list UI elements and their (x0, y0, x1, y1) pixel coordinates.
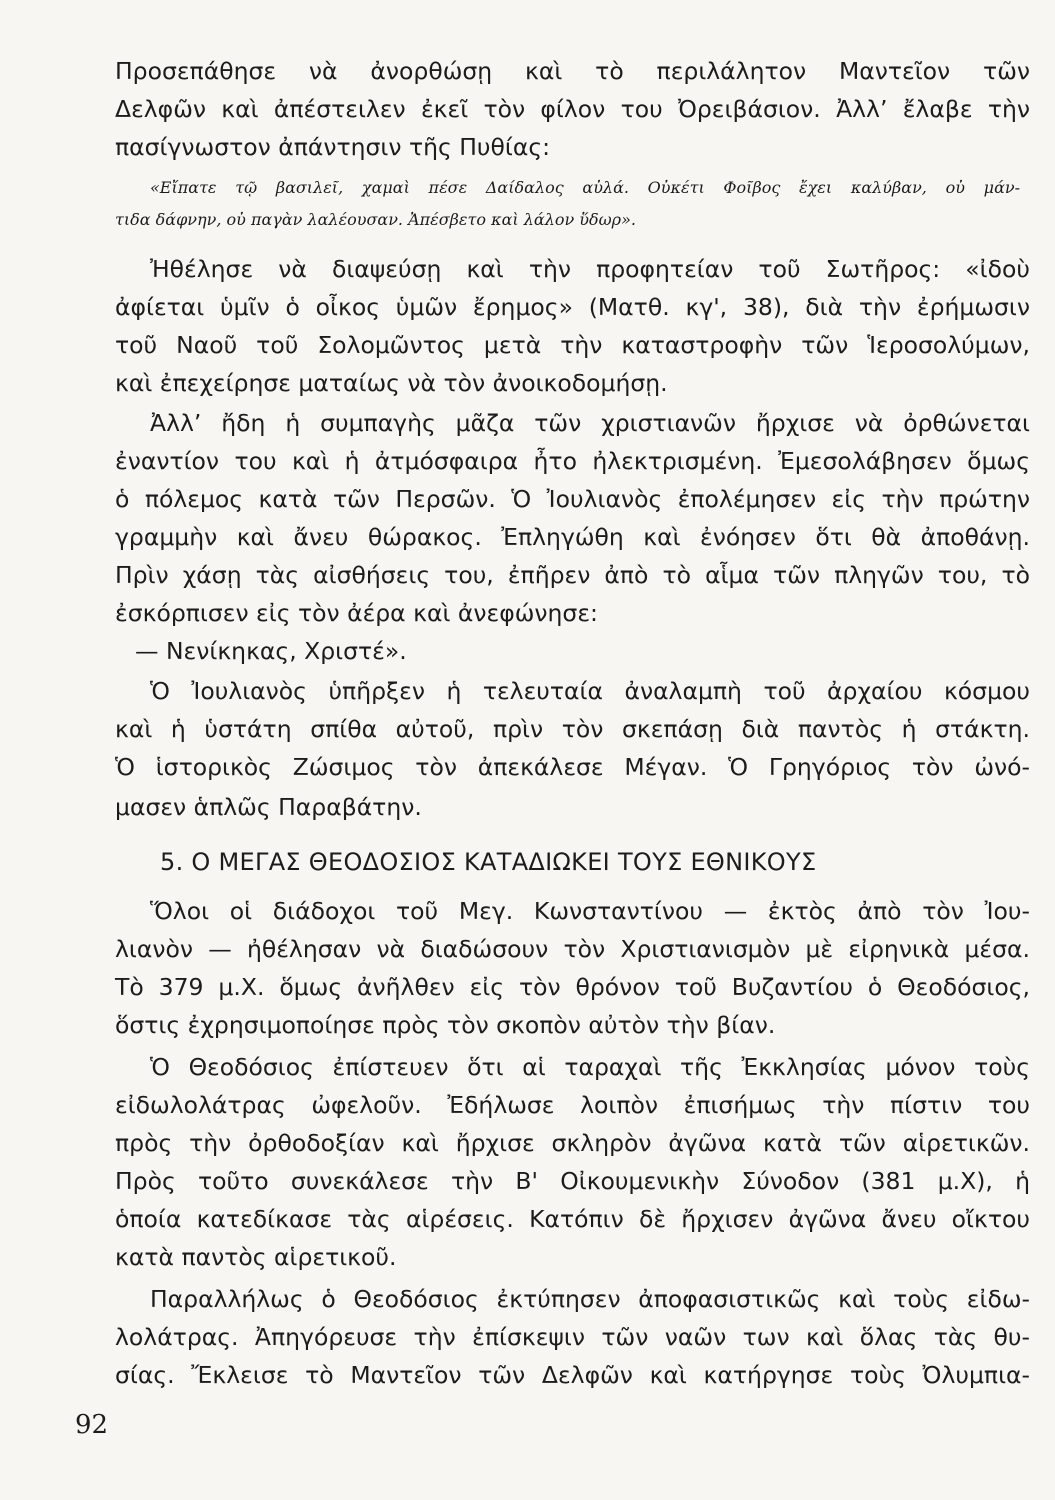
oracle-quote-line: «Εἴπατε τῷ βασιλεῖ, χαμαὶ πέσε Δαίδαλος αὐλά. Οὐκέτι Φοῖβος ἔχει καλύβαν, οὐ μάν- (150, 178, 1020, 197)
paragraph-line: ὁποία κατεδίκασε τὰς αἱρέσεις. Κατόπιν δὲ ἤρχισεν ἀγῶνα ἄνευ οἴκτου (115, 1205, 1030, 1233)
paragraph-line: Ὁ ἱστορικὸς Ζώσιμος τὸν ἀπεκάλεσε Μέγαν. Ὁ Γρηγόριος τὸν ὠνό- (115, 753, 1030, 781)
paragraph-line: καὶ ἐπεχείρησε ματαίως νὰ τὸν ἀνοικοδομήσῃ. (115, 369, 668, 397)
paragraph-line: Τὸ 379 μ.Χ. ὅμως ἀνῆλθεν εἰς τὸν θρόνον τοῦ Βυζαντίου ὁ Θεοδόσιος, (115, 973, 1030, 1001)
paragraph-line: Ὁ Θεοδόσιος ἐπίστευεν ὅτι αἱ ταραχαὶ τῆς Ἐκκλησίας μόνον τοὺς (150, 1053, 1030, 1081)
paragraph-line: ὁ πόλεμος κατὰ τῶν Περσῶν. Ὁ Ἰουλιανὸς ἐπολέμησεν εἰς τὴν πρώτην (115, 485, 1030, 513)
paragraph-line: Ἠθέλησε νὰ διαψεύσῃ καὶ τὴν προφητείαν τοῦ Σωτῆρος: «ἰδοὺ (150, 255, 1030, 283)
text-line: Δελφῶν καὶ ἀπέστειλεν ἐκεῖ τὸν φίλον του Ὀρειβάσιον. Ἀλλ’ ἔλαβε τὴν (115, 95, 1030, 123)
paragraph-line: λολάτρας. Ἀπηγόρευσε τὴν ἐπίσκεψιν τῶν ναῶν των καὶ ὅλας τὰς θυ- (115, 1323, 1030, 1351)
paragraph-line: ὅστις ἐχρησιμοποίησε πρὸς τὸν σκοπὸν αὐτὸν τὴν βίαν. (115, 1011, 776, 1039)
paragraph-line: Πρὸς τοῦτο συνεκάλεσε τὴν Β' Οἰκουμενικὴν Σύνοδον (381 μ.Χ), ἡ (115, 1167, 1030, 1195)
paragraph-line: καὶ ἡ ὑστάτη σπίθα αὐτοῦ, πρὶν τὸν σκεπάσῃ διὰ παντὸς ἡ στάκτη. (115, 715, 1030, 743)
paragraph-line: ἀφίεται ὑμῖν ὁ οἶκος ὑμῶν ἔρημος» (Ματθ. κγ', 38), διὰ τὴν ἐρήμωσιν (115, 293, 1030, 321)
oracle-quote-line: τιδα δάφνην, οὐ παγὰν λαλέουσαν. Ἀπέσβετο καὶ λάλον ὕδωρ». (115, 210, 636, 229)
section-heading: 5. Ο ΜΕΓΑΣ ΘΕΟΔΟΣΙΟΣ ΚΑΤΑΔΙΩΚΕΙ ΤΟΥΣ ΕΘΝΙΚΟΥΣ (160, 848, 817, 876)
paragraph-line: Ἀλλ’ ἤδη ἡ συμπαγὴς μᾶζα τῶν χριστιανῶν ἤρχισε νὰ ὀρθώνεται (150, 409, 1030, 437)
paragraph-line: εἰδωλολάτρας ὠφελοῦν. Ἐδήλωσε λοιπὸν ἐπισήμως τὴν πίστιν του (115, 1091, 1030, 1119)
paragraph-line: πρὸς τὴν ὀρθοδοξίαν καὶ ἤρχισε σκληρὸν ἀγῶνα κατὰ τῶν αἱρετικῶν. (115, 1129, 1030, 1157)
paragraph-line: μασεν ἁπλῶς Παραβάτην. (115, 793, 422, 821)
paragraph-line: ἐναντίον του καὶ ἡ ἀτμόσφαιρα ἦτο ἠλεκτρισμένη. Ἐμεσολάβησεν ὅμως (115, 447, 1030, 475)
paragraph-line: Ὁ Ἰουλιανὸς ὑπῆρξεν ἡ τελευταία ἀναλαμπὴ τοῦ ἀρχαίου κόσμου (150, 677, 1030, 705)
paragraph-line: κατὰ παντὸς αἱρετικοῦ. (115, 1243, 397, 1271)
page-number: 92 (75, 1410, 109, 1440)
paragraph-line: Παραλλήλως ὁ Θεοδόσιος ἐκτύπησεν ἀποφασιστικῶς καὶ τοὺς εἰδω- (150, 1285, 1030, 1313)
paragraph-line: Ὅλοι οἱ διάδοχοι τοῦ Μεγ. Κωνσταντίνου — ἐκτὸς ἀπὸ τὸν Ἰου- (150, 897, 1030, 925)
paragraph-line: Πρὶν χάσῃ τὰς αἰσθήσεις του, ἐπῆρεν ἀπὸ τὸ αἷμα τῶν πληγῶν του, τὸ (115, 561, 1030, 589)
text-line: πασίγνωστον ἀπάντησιν τῆς Πυθίας: (115, 133, 551, 161)
paragraph-line: γραμμὴν καὶ ἄνευ θώρακος. Ἐπληγώθη καὶ ἐνόησεν ὅτι θὰ ἀποθάνῃ. (115, 523, 1030, 551)
paragraph-line: σίας. Ἔκλεισε τὸ Μαντεῖον τῶν Δελφῶν καὶ κατήργησε τοὺς Ὀλυμπια- (115, 1361, 1030, 1389)
paragraph-line: λιανὸν — ἠθέλησαν νὰ διαδώσουν τὸν Χριστιανισμὸν μὲ εἰρηνικὰ μέσα. (115, 935, 1030, 963)
paragraph-line: ἐσκόρπισεν εἰς τὸν ἀέρα καὶ ἀνεφώνησε: (115, 599, 598, 627)
text-line: Προσεπάθησε νὰ ἀνορθώσῃ καὶ τὸ περιλάλητον Μαντεῖον τῶν (115, 57, 1030, 85)
paragraph-line: τοῦ Ναοῦ τοῦ Σολομῶντος μετὰ τὴν καταστροφὴν τῶν Ἱεροσολύμων, (115, 331, 1030, 359)
paragraph-line: — Νενίκηκας, Χριστέ». (135, 637, 407, 665)
